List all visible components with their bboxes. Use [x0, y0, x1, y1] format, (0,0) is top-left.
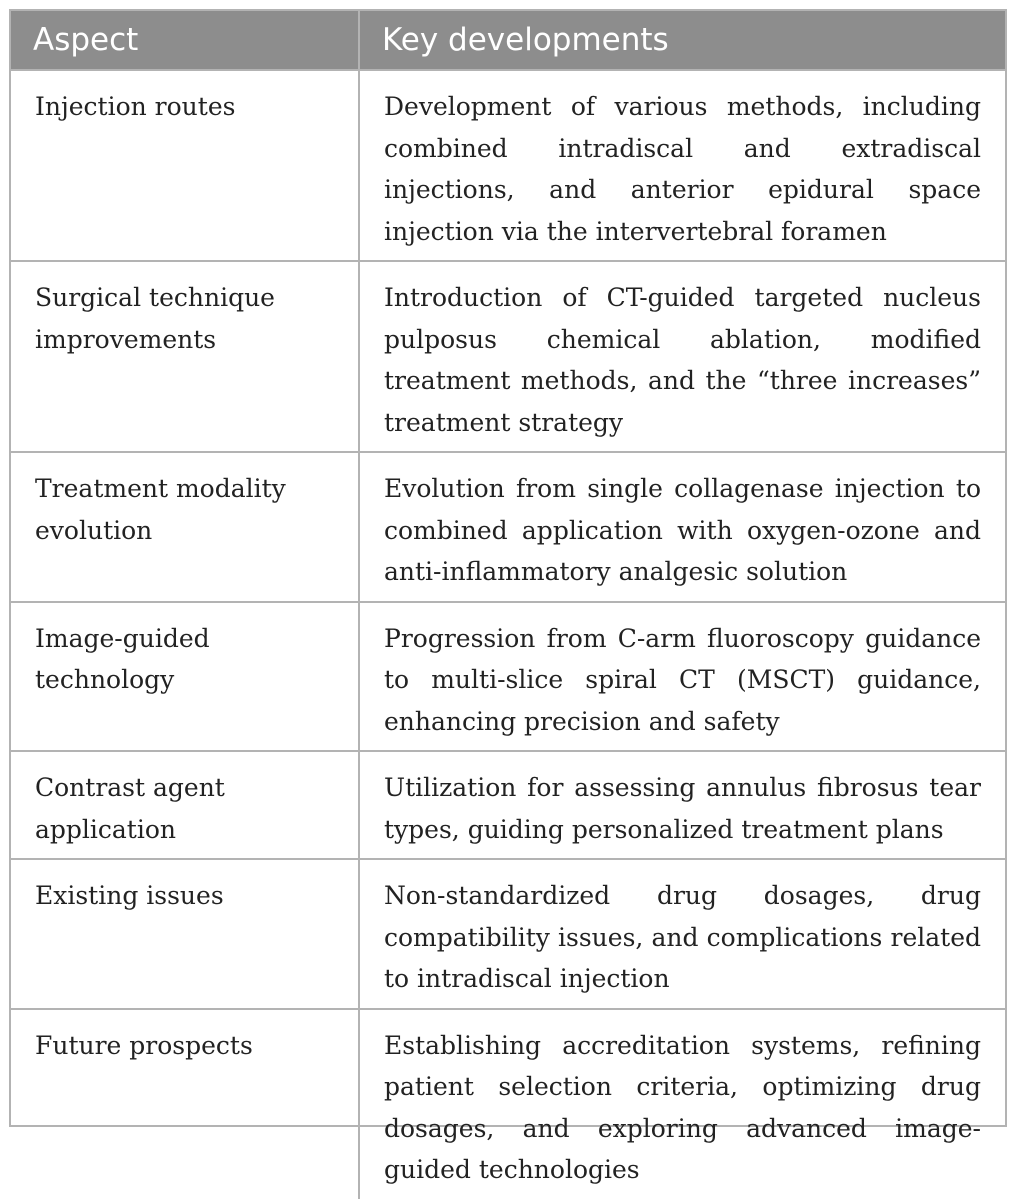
- table-row: [11, 70, 1005, 261]
- table-body: [11, 70, 1005, 1199]
- table-row: [11, 602, 1005, 752]
- developments-table: [11, 11, 1005, 1199]
- development-cell: Introduction of CT-guided targeted nucleus pulposus chemical ablation, modified treatment methods, and the “three increases” treatment strategy: [359, 261, 1005, 452]
- table-row: [11, 859, 1005, 1009]
- development-cell: Establishing accreditation systems, refining patient selection criteria, optimizing drug dosages, and exploring advanced image-guided technologies: [359, 1009, 1005, 1199]
- aspect-cell: Injection routes: [11, 70, 359, 261]
- aspect-cell: Image-guided technology: [11, 602, 359, 752]
- header-key-developments: Key developments: [359, 11, 1005, 70]
- aspect-cell: Contrast agent application: [11, 751, 359, 859]
- table-row: [11, 452, 1005, 602]
- developments-table-container: [9, 9, 1007, 1184]
- table-header: [11, 11, 1005, 70]
- table-row: [11, 1009, 1005, 1199]
- table-row: [11, 751, 1005, 859]
- development-cell: Progression from C-arm fluoroscopy guidance to multi-slice spiral CT (MSCT) guidance, enhancing precision and safety: [359, 602, 1005, 752]
- aspect-cell: Surgical technique improvements: [11, 261, 359, 452]
- development-cell: Non-standardized drug dosages, drug compatibility issues, and complications related to intradiscal injection: [359, 859, 1005, 1009]
- header-row: [11, 11, 1005, 70]
- aspect-cell: Existing issues: [11, 859, 359, 1009]
- development-cell: Development of various methods, including combined intradiscal and extradiscal injections, and anterior epidural space injection via the intervertebral foramen: [359, 70, 1005, 261]
- aspect-cell: Future prospects: [11, 1009, 359, 1199]
- table-row: [11, 261, 1005, 452]
- development-cell: Utilization for assessing annulus fibrosus tear types, guiding personalized treatment plans: [359, 751, 1005, 859]
- development-cell: Evolution from single collagenase injection to combined application with oxygen-ozone and anti-inflammatory analgesic solution: [359, 452, 1005, 602]
- aspect-cell: Treatment modality evolution: [11, 452, 359, 602]
- header-aspect: Aspect: [11, 11, 359, 70]
